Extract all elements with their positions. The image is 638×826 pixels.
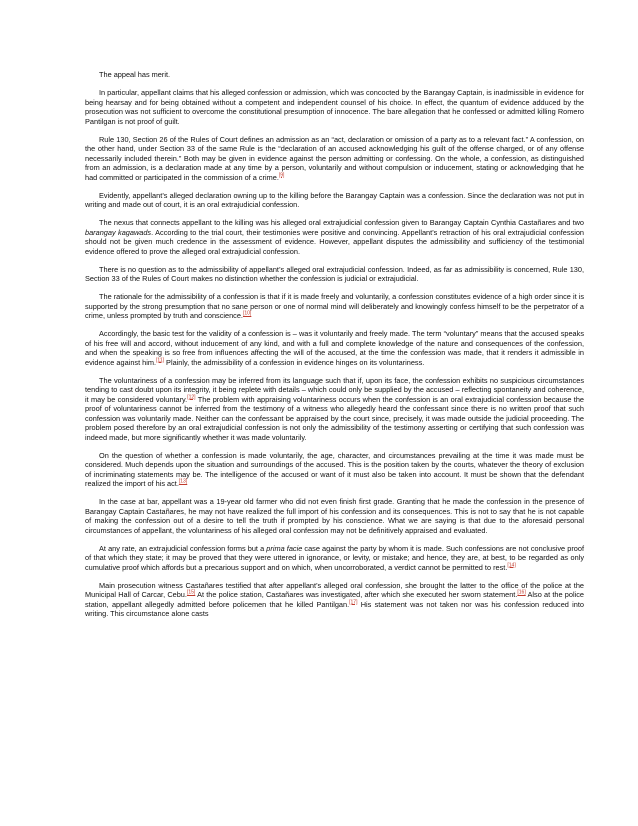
paragraph-4: Evidently, appellant’s alleged declaration owning up to the killing before the Barangay Captain was a confession. Since the declaration was not put in writing and made out of court, it is an oral extrajudicial confession.: [85, 190, 584, 209]
paragraph-10: On the question of whether a confession is made voluntarily, the age, character, and circumstances prevailing at the time it was made must be considered. Much depends upon the situation and surroundings of the accused. This is the position taken by the courts, whatever the theory of exclusion of incriminating statements may be. The intelligence of the accused or want of it must also be taken into account. It must be shown that the defendant realized the import of his act.[13]: [85, 450, 584, 488]
paragraph-9: The voluntariness of a confession may be inferred from its language such that if, upon its face, the confession exhibits no suspicious circumstances tending to cast doubt upon its integrity, it being replete with details – which could only be supplied by the accused – reflecting spontaneity and coherence, it may be considered voluntary.[12] The problem with appraising voluntariness occurs when the confession is an oral extrajudicial confession because the proof of voluntariness cannot be inferred from the testimony of a witness who allegedly heard the confessant since there is no written proof that such confession was voluntarily made. Neither can the confessant be appraised by the court since, precisely, it was made outside the judicial proceeding. The problem posed therefore by an oral extrajudicial confession is not only the admissibility of the testimony asserting or certifying that such confession was indeed made, but more significantly whether it was made voluntarily.: [85, 375, 584, 442]
paragraph-11: In the case at bar, appellant was a 19-year old farmer who did not even finish first grade. Granting that he made the confession in the presence of Barangay Captain Castañares, he may not have realized the full import of his confession and its consequences. This is not to say that he is not capable of making the confession out of a desire to tell the truth if prompted by his conscience. What we are saying is that due to the aforesaid personal circumstances of appellant, the voluntariness of his alleged oral confession may not be definitively appraised and evaluated.: [85, 497, 584, 535]
footnote-ref-16[interactable]: [16]: [517, 589, 526, 596]
footnote-ref-10[interactable]: [10]: [242, 310, 252, 317]
footnote-ref-9[interactable]: [9]: [278, 172, 285, 179]
footnote-ref-17[interactable]: [17]: [349, 599, 358, 606]
paragraph-5: The nexus that connects appellant to the killing was his alleged oral extrajudicial confession given to Barangay Captain Cynthia Castañares and two barangay kagawads. According to the trial court, their testimonies were positive and convincing. Appellant’s retraction of his oral extrajudicial confession should not be given much credence in the assessment of evidence. However, appellant disputes the admissibility and sufficiency of the testimonial evidence offered to prove the alleged oral extrajudicial confession.: [85, 218, 584, 256]
paragraph-3: Rule 130, Section 26 of the Rules of Court defines an admission as an “act, declaration or omission of a party as to a relevant fact.” A confession, on the other hand, under Section 33 of the same Rule is the “declaration of an accused acknowledging his guilt of the offense charged, or of any offense necessarily included therein.” Both may be given in evidence against the person admitting or confessing. On the whole, a confession, as distinguished from an admission, is a declaration made at any time by a person, voluntarily and without compulsion or inducement, stating or acknowledging that he had committed or participated in the commission of a crime.[9]: [85, 134, 584, 182]
paragraph-8: Accordingly, the basic test for the validity of a confession is – was it voluntarily and freely made. The term “voluntary” means that the accused speaks of his free will and accord, without inducement of any kind, and with a full and complete knowledge of the nature and consequences of the confession, and when the speaking is so free from influences affecting the will of the accused, at the time the confession was made, that it renders it admissible in evidence against him.[11] Plainly, the admissibility of a confession in evidence hinges on its voluntariness.: [85, 329, 584, 367]
paragraph-12: At any rate, an extrajudicial confession forms but a prima facie case against the party by whom it is made. Such confessions are not conclusive proof of that which they state; it may be proved that they were uttered in ignorance, or levity, or mistake; and hence, they are, at best, to be regarded as only cumulative proof which affords but a precarious support and on which, when uncorroborated, a verdict cannot be permitted to rest.[14]: [85, 543, 584, 572]
paragraph-2: In particular, appellant claims that his alleged confession or admission, which was concocted by the Barangay Captain, is inadmissible in evidence for being hearsay and for being obtained without a competent and independent counsel of his choice. In effect, the quantum of evidence adduced by the prosecution was not sufficient to overcome the constitutional presumption of innocence. The bare allegation that he confessed or admitted killing Romero Pantilgan is not proof of guilt.: [85, 88, 584, 126]
paragraph-1: The appeal has merit.: [99, 70, 171, 79]
footnote-ref-13[interactable]: [13]: [178, 478, 188, 485]
paragraph-6: There is no question as to the admissibility of appellant’s alleged oral extrajudicial confession. Indeed, as far as admissibility is concerned, Rule 130, Section 33 of the Rules of Court makes no distinction whether the confession is judicial or extrajudicial.: [85, 264, 584, 283]
footnote-ref-11[interactable]: [11]: [156, 357, 165, 364]
footnote-ref-14[interactable]: [14]: [507, 562, 516, 569]
footnote-ref-15[interactable]: [15]: [186, 589, 196, 596]
paragraph-7: The rationale for the admissibility of a confession is that if it is made freely and voluntarily, a confession constitutes evidence of a high order since it is supported by the strong presumption that no sane person or one of normal mind will deliberately and knowingly confess himself to be the perpetrator of a crime, unless prompted by truth and conscience.[10]: [85, 292, 584, 320]
paragraph-13: Main prosecution witness Castañares testified that after appellant’s alleged oral confession, she brought the latter to the office of the police at the Municipal Hall of Carcar, Cebu.[15] At the police station, Castañares was investigated, after which she executed her sworn statement.[16] Also at the police station, appellant allegedly admitted before policemen that he killed Pantilgan.[17] His statement was not taken nor was his confession reduced into writing. This circumstance alone casts: [85, 580, 584, 618]
footnote-ref-12[interactable]: [12]: [187, 394, 196, 401]
